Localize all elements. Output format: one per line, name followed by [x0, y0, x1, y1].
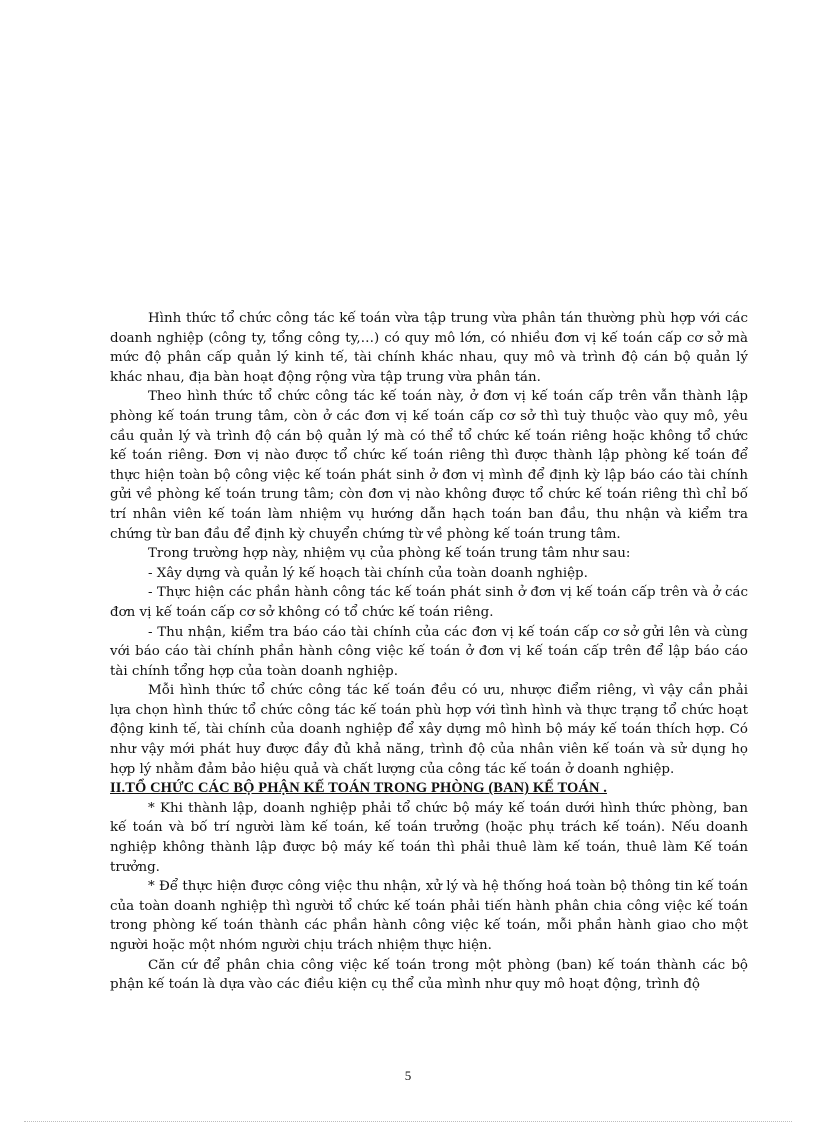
- paragraph: * Khi thành lập, doanh nghiệp phải tổ chức bộ máy kế toán dưới hình thức phòng, ban kế toán và bố trí người làm kế toán, kế toán trưởng (hoặc phụ trách kế toán). Nếu doanh nghiệp không thành lập được bộ máy kế toán thì phải thuê làm kế toán, thuê làm Kế toán trưởng.: [110, 800, 748, 875]
- paragraph: Căn cứ để phân chia công việc kế toán trong một phòng (ban) kế toán thành các bộ phận kế toán là dựa vào các điều kiện cụ thể của mình như quy mô hoạt động, trình độ: [110, 957, 748, 993]
- page-number: 5: [404, 1068, 412, 1083]
- paragraph: Mỗi hình thức tổ chức công tác kế toán đều có ưu, nhược điểm riêng, vì vậy cần phải lựa chọn hình thức tổ chức công tác kế toán phù hợp với tình hình và thực trạng tổ chức hoạt động kinh tế, tài chính của doanh nghiệp để xây dựng mô hình bộ máy kế toán thích hợp. Có như vậy mới phát huy được đầy đủ khả năng, trình độ của nhân viên kế toán và sử dụng họ hợp lý nhằm đảm bảo hiệu quả và chất lượng của công tác kế toán ở doanh nghiệp.: [110, 683, 748, 777]
- paragraph: * Để thực hiện được công việc thu nhận, xử lý và hệ thống hoá toàn bộ thông tin kế toán của toàn doanh nghiệp thì người tổ chức kế toán phải tiến hành phân chia công việc kế toán trong phòng kế toán thành các phần hành công việc kế toán, mỗi phần hành giao cho một người hoặc một nhóm người chịu trách nhiệm thực hiện.: [110, 879, 748, 953]
- page-bottom-divider: [24, 1121, 792, 1122]
- list-item: - Thực hiện các phần hành công tác kế toán phát sinh ở đơn vị kế toán cấp trên và ở các đơn vị kế toán cấp cơ sở không có tổ chức kế toán riêng.: [110, 585, 748, 620]
- section-heading: II.TỔ CHỨC CÁC BỘ PHẬN KẾ TOÁN TRONG PHÒNG (BAN) KẾ TOÁN .: [110, 780, 607, 797]
- paragraph: Trong trường hợp này, nhiệm vụ của phòng kế toán trung tâm như sau:: [148, 546, 631, 562]
- list-item: - Xây dựng và quản lý kế hoạch tài chính của toàn doanh nghiệp.: [148, 565, 588, 581]
- list-item: - Thu nhận, kiểm tra báo cáo tài chính của các đơn vị kế toán cấp cơ sở gửi lên và cùng với báo cáo tài chính phần hành công việc kế toán ở đơn vị kế toán cấp trên để lập báo cáo tài chính tổng hợp của toàn doanh nghiệp.: [110, 624, 748, 679]
- document-body: [110, 309, 748, 995]
- paragraph: Theo hình thức tổ chức công tác kế toán này, ở đơn vị kế toán cấp trên vẫn thành lập phòng kế toán trung tâm, còn ở các đơn vị kế toán cấp cơ sở thì tuỳ thuộc vào quy mô, yêu cầu quản lý và trình độ cán bộ quản lý mà có thể tổ chức kế toán riêng hoặc không tổ chức kế toán riêng. Đơn vị nào được tổ chức kế toán riêng thì được thành lập phòng kế toán để thực hiện toàn bộ công việc kế toán phát sinh ở đơn vị mình để định kỳ lập báo cáo tài chính gửi về phòng kế toán trung tâm; còn đơn vị nào không được tổ chức kế toán riêng thì chỉ bố trí nhân viên kế toán làm nhiệm vụ hướng dẫn hạch toán ban đầu, thu nhận và kiểm tra chứng từ ban đầu để định kỳ chuyển chứng từ về phòng kế toán trung tâm.: [110, 389, 748, 542]
- paragraph: Hình thức tổ chức công tác kế toán vừa tập trung vừa phân tán thường phù hợp với các doanh nghiệp (công ty, tổng công ty,…) có quy mô lớn, có nhiều đơn vị kế toán cấp cơ sở mà mức độ phân cấp quản lý kinh tế, tài chính khác nhau, quy mô và trình độ cán bộ quản lý khác nhau, địa bàn hoạt động rộng vừa tập trung vừa phân tán.: [110, 311, 748, 385]
